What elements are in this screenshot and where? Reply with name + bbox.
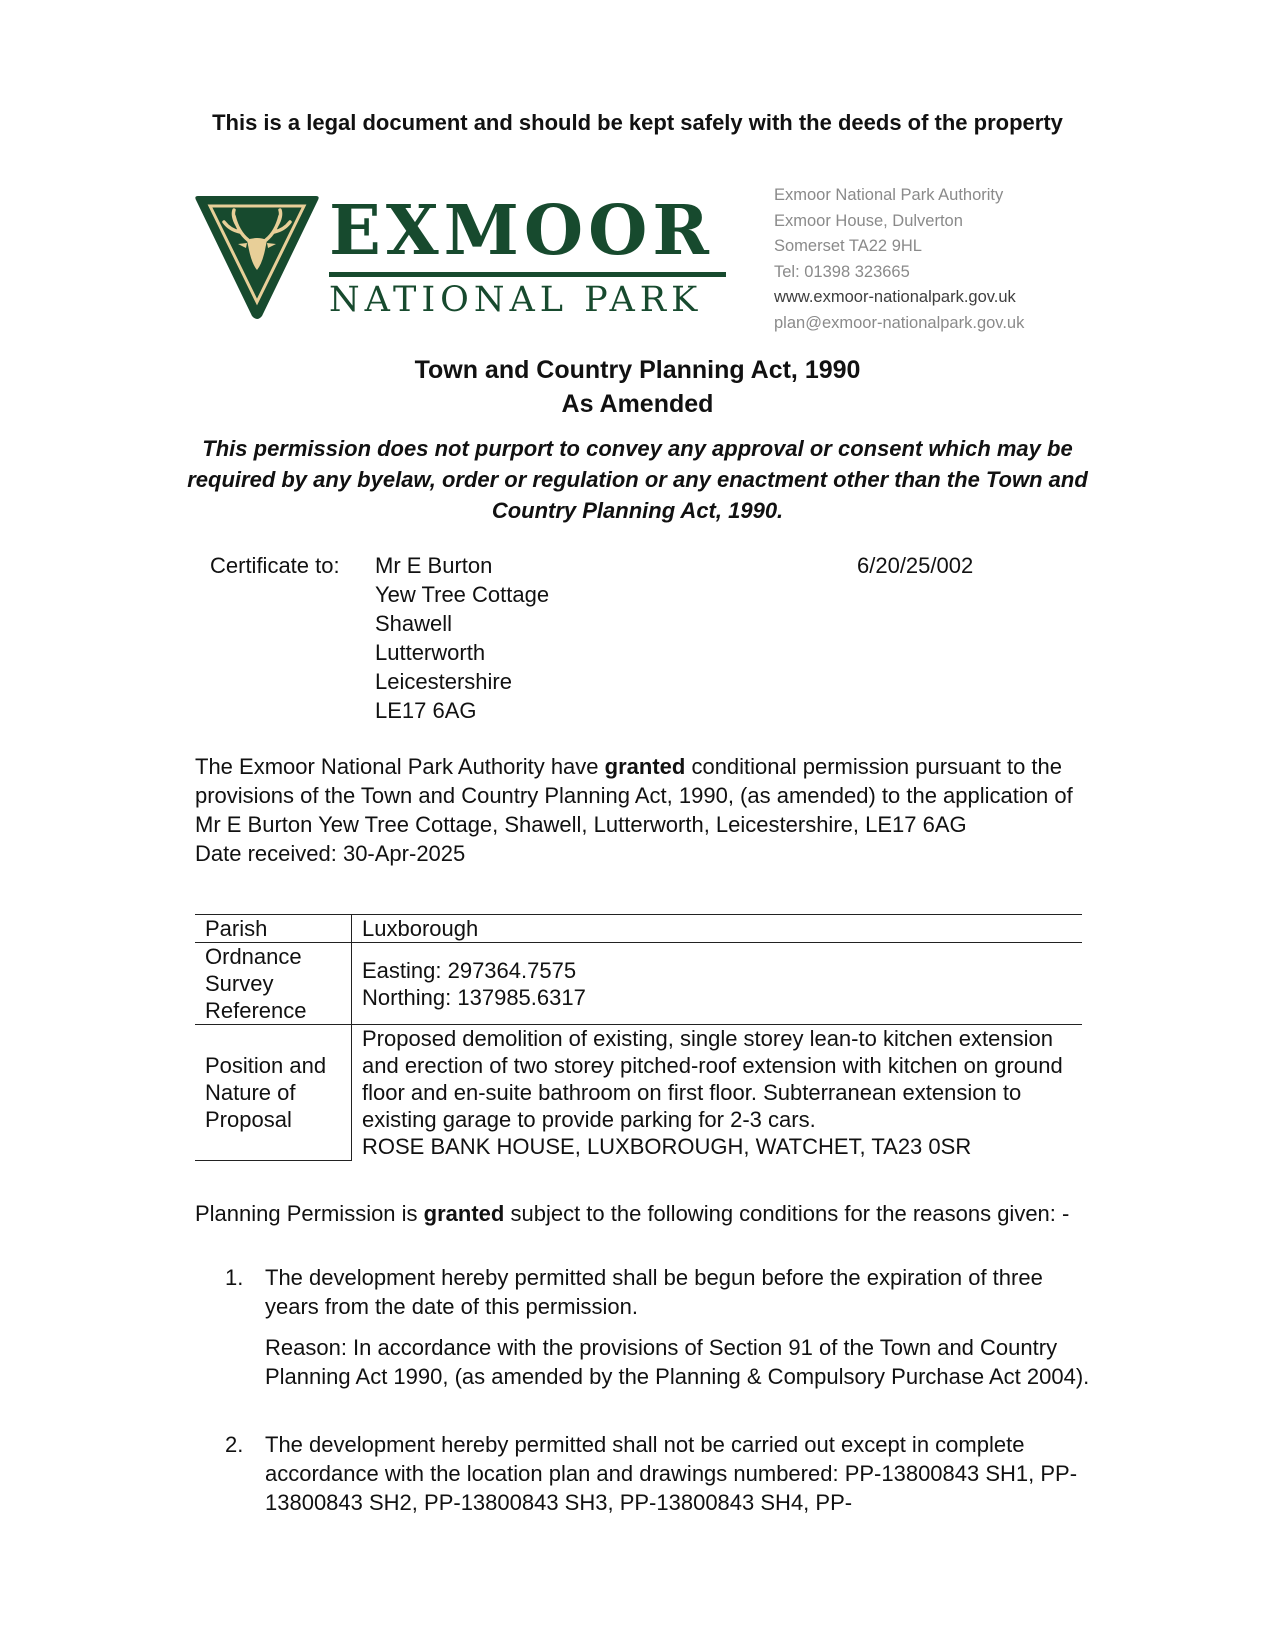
authority-address xyxy=(774,183,1094,336)
address-line: Mr E Burton xyxy=(375,553,493,578)
address-line: Exmoor National Park Authority xyxy=(774,186,1004,204)
date-received: Date received: 30-Apr-2025 xyxy=(195,841,466,866)
exmoor-logo xyxy=(192,190,732,330)
proposal-value xyxy=(352,1025,1083,1161)
table-row xyxy=(195,1025,1082,1161)
address-line: Exmoor House, Dulverton xyxy=(774,211,963,230)
grant-text-post: conditional permission pursuant to the provisions of the Town and Country Planning Act, 1990, (as amended) to the application of Mr E Burton Yew Tree Cottage, Shawell, Lutterworth, Leicestershire, LE17 6AG xyxy=(195,754,1073,837)
legal-notice: This is a legal document and should be kept safely with the deeds of the property xyxy=(212,110,1063,135)
address-line: Shawell xyxy=(375,611,453,636)
os-reference-value xyxy=(352,943,1083,1025)
proposal-text: Proposed demolition of existing, single storey lean-to kitchen extension and erection of two storey pitched-roof extension with kitchen on ground floor and en-suite bathroom on first floor. Subterranean extension to existing garage to provide parking for 2-3 cars. xyxy=(362,1026,1063,1132)
condition-reason: Reason: In accordance with the provisions of Section 91 of the Town and Country Planning Act 1990, (as amended by the Planning & Compulsory Purchase Act 2004). xyxy=(265,1335,1090,1389)
granted-bold: granted xyxy=(423,1201,505,1226)
act-title xyxy=(180,353,1095,421)
certificate-label: Certificate to: xyxy=(210,553,340,578)
permission-text-pre: Planning Permission is xyxy=(195,1201,424,1226)
address-line: Somerset TA22 9HL xyxy=(774,237,922,255)
details-table xyxy=(195,914,1082,1161)
logo-wordmark: EXMOOR xyxy=(329,191,714,271)
granted-bold: granted xyxy=(604,754,686,779)
address-line: Leicestershire xyxy=(375,669,512,694)
condition-item xyxy=(225,1430,1095,1517)
proposal-label: Position and Nature of Proposal xyxy=(195,1025,352,1161)
logo-subtitle: NATIONAL PARK xyxy=(329,280,703,320)
grant-paragraph xyxy=(195,752,1095,868)
permission-text-post: subject to the following conditions for the reasons given: - xyxy=(504,1201,1070,1226)
act-line-1: Town and Country Planning Act, 1990 xyxy=(414,356,861,384)
permission-paragraph xyxy=(195,1199,1095,1228)
address-phone: Tel: 01398 323665 xyxy=(774,262,910,281)
condition-number: 2. xyxy=(225,1432,244,1457)
condition-item xyxy=(225,1263,1095,1391)
disclaimer: This permission does not purport to convey any approval or consent which may be required by any byelaw, order or regulation or any enactment other than the Town and Country Planning Act, 1990. xyxy=(187,436,1088,523)
condition-number: 1. xyxy=(225,1265,244,1290)
stag-emblem-icon xyxy=(192,192,322,322)
os-reference-label: Ordnance Survey Reference xyxy=(205,944,307,1023)
table-row xyxy=(195,915,1082,943)
address-line: Yew Tree Cottage xyxy=(375,582,550,607)
condition-text: The development hereby permitted shall not be carried out except in complete accordance with the location plan and drawings numbered: PP-13800843 SH1, PP-13800843 SH2, PP-13800843 SH3, PP-13800843 SH4, PP- xyxy=(265,1432,1078,1515)
website-link[interactable]: www.exmoor-nationalpark.gov.uk xyxy=(774,288,1016,306)
email-link[interactable]: plan@exmoor-nationalpark.gov.uk xyxy=(774,313,1025,332)
proposal-address: ROSE BANK HOUSE, LUXBOROUGH, WATCHET, TA23 0SR xyxy=(362,1134,972,1159)
logo-divider xyxy=(329,272,726,277)
easting: Easting: 297364.7575 xyxy=(362,957,577,983)
table-row xyxy=(195,943,1082,1025)
act-line-2: As Amended xyxy=(561,390,714,418)
northing: Northing: 137985.6317 xyxy=(362,984,586,1010)
parish-value: Luxborough xyxy=(352,915,1083,943)
address-line: Lutterworth xyxy=(375,640,486,665)
grant-text-pre: The Exmoor National Park Authority have xyxy=(195,754,605,779)
condition-text: The development hereby permitted shall be begun before the expiration of three years from the date of this permission. xyxy=(265,1265,1043,1319)
application-reference: 6/20/25/002 xyxy=(857,553,974,578)
certificate-address xyxy=(375,551,549,725)
address-line: LE17 6AG xyxy=(375,698,477,723)
parish-label: Parish xyxy=(205,916,268,941)
